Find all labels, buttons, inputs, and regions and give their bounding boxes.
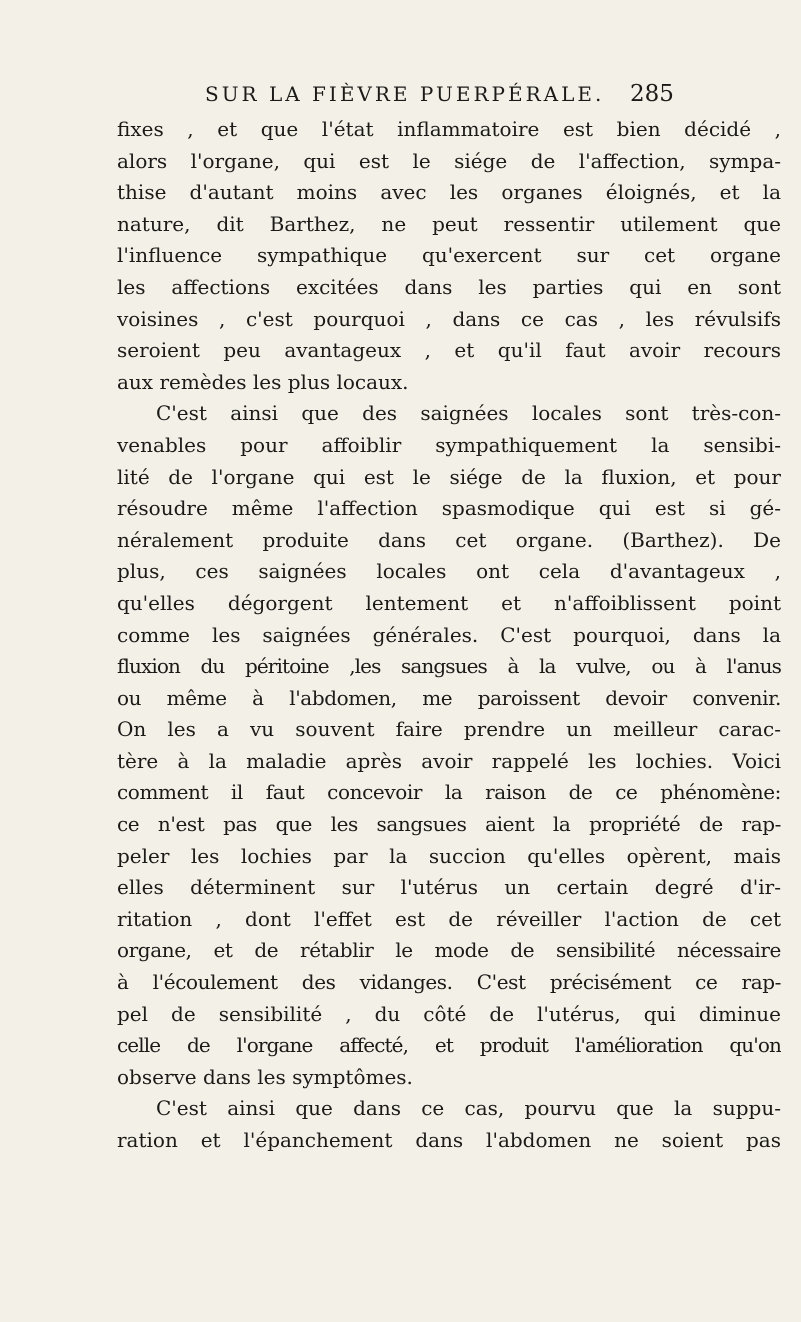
text-line: seroient peu avantageux , et qu'il faut avoir recours [117, 338, 781, 363]
body-text [117, 114, 781, 1157]
text-line: comment il faut concevoir la raison de ce phénomène: [117, 780, 781, 805]
text-line: C'est ainsi que dans ce cas, pourvu que la suppu- [156, 1096, 781, 1121]
text-line: fluxion du péritoine ,les sangsues à la vulve, ou à l'anus [117, 654, 781, 679]
text-line: celle de l'organe affecté, et produit l'amélioration qu'on [117, 1033, 781, 1058]
page-number: 285 [630, 81, 674, 107]
text-line: les affections excitées dans les parties qui en sont [117, 274, 781, 299]
text-line: elles déterminent sur l'utérus un certain degré d'ir- [117, 875, 781, 900]
text-line: voisines , c'est pourquoi , dans ce cas , les révulsifs [117, 306, 781, 331]
text-line: l'influence sympathique qu'exercent sur cet organe [117, 243, 781, 268]
text-line: ou même à l'abdomen, me paroissent devoir convenir. [117, 685, 781, 710]
text-line: thise d'autant moins avec les organes éloignés, et la [117, 180, 781, 205]
text-line: résoudre même l'affection spasmodique qui est si gé- [117, 496, 781, 521]
text-line: à l'écoulement des vidanges. C'est précisément ce rap- [117, 970, 781, 995]
text-line: lité de l'organe qui est le siége de la fluxion, et pour [117, 464, 781, 489]
text-line: venables pour affoiblir sympathiquement la sensibi- [117, 432, 781, 457]
text-line: néralement produite dans cet organe. (Barthez). De [117, 527, 781, 552]
text-line: nature, dit Barthez, ne peut ressentir utilement que [117, 211, 781, 236]
running-head [0, 78, 801, 110]
text-line: qu'elles dégorgent lentement et n'affoiblissent point [117, 590, 781, 615]
text-line: ritation , dont l'effet est de réveiller l'action de cet [117, 906, 781, 931]
text-line: ce n'est pas que les sangsues aient la propriété de rap- [117, 812, 781, 837]
text-line: aux remèdes les plus locaux. [117, 369, 409, 394]
text-line: C'est ainsi que des saignées locales sont très-con- [156, 401, 781, 426]
text-line: ration et l'épanchement dans l'abdomen ne soient pas [117, 1128, 781, 1152]
text-line: plus, ces saignées locales ont cela d'avantageux , [117, 559, 781, 584]
text-line: On les a vu souvent faire prendre un meilleur carac- [117, 717, 781, 742]
text-line: comme les saignées générales. C'est pourquoi, dans la [117, 622, 781, 647]
text-line: tère à la maladie après avoir rappelé les lochies. Voici [117, 748, 781, 773]
text-line: pel de sensibilité , du côté de l'utérus, qui diminue [117, 1001, 781, 1026]
text-line: alors l'organe, qui est le siége de l'affection, sympa- [117, 148, 781, 173]
text-line: observe dans les symptômes. [117, 1064, 413, 1089]
text-line: organe, et de rétablir le mode de sensibilité nécessaire [117, 938, 781, 963]
running-title: SUR LA FIÈVRE PUERPÉRALE. [205, 82, 605, 106]
text-line: fixes , et que l'état inflammatoire est bien décidé , [117, 117, 781, 141]
text-line: peler les lochies par la succion qu'elles opèrent, mais [117, 843, 781, 868]
